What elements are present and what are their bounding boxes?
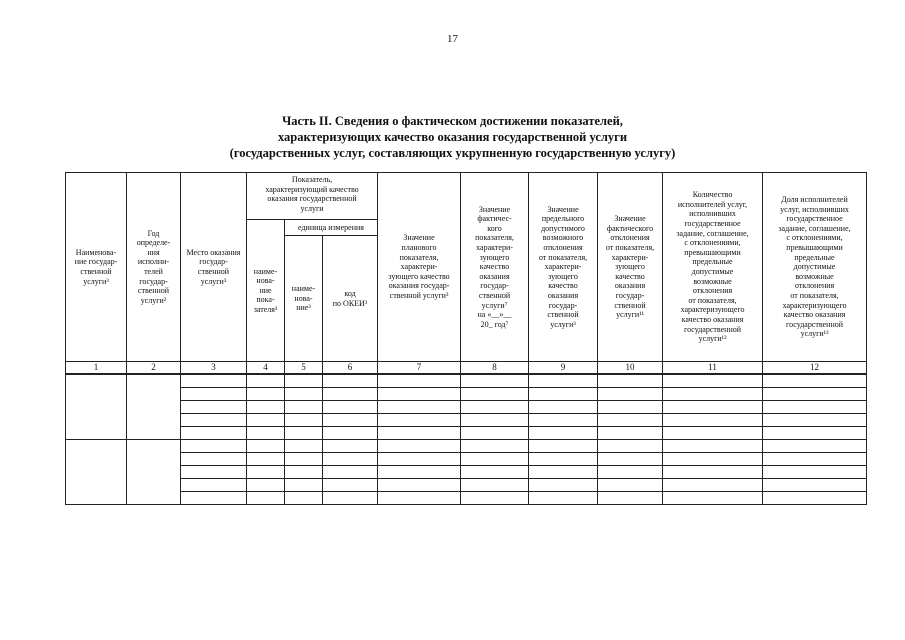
table-cell	[461, 492, 529, 505]
col-header-executors-share: Доля исполнителей услуг, исполнивших государственное задание, соглашение, с отклонениями, превышающими предельные допустимые возможные отклонения от показателя, характеризующего качество оказания государственной услуги¹³	[763, 173, 867, 362]
table-cell	[529, 374, 598, 388]
table-cell	[323, 440, 378, 453]
column-number: 5	[285, 362, 323, 375]
table-cell	[323, 388, 378, 401]
table-cell	[461, 453, 529, 466]
table-cell	[378, 374, 461, 388]
column-number: 8	[461, 362, 529, 375]
table-cell	[247, 427, 285, 440]
table-cell	[127, 374, 181, 440]
table-cell	[598, 466, 663, 479]
col-header-okei-code: код по ОКЕИ³	[323, 236, 378, 362]
table-cell	[663, 374, 763, 388]
table-row	[66, 479, 867, 492]
table-cell	[663, 388, 763, 401]
table-cell	[529, 479, 598, 492]
table-cell	[763, 374, 867, 388]
column-number: 7	[378, 362, 461, 375]
col-header-allowed-deviation: Значение предельного допустимого возможного отклонения от показателя, характери- зующего качество оказания государ- ственной услуги³	[529, 173, 598, 362]
table-cell	[529, 414, 598, 427]
table-cell	[598, 388, 663, 401]
table-cell	[323, 466, 378, 479]
table-cell	[598, 479, 663, 492]
table-cell	[247, 453, 285, 466]
table-cell	[181, 374, 247, 388]
column-number: 11	[663, 362, 763, 375]
table-cell	[598, 374, 663, 388]
table-cell	[663, 466, 763, 479]
table-cell	[323, 401, 378, 414]
table-cell	[285, 479, 323, 492]
table-cell	[247, 414, 285, 427]
indicators-table	[65, 172, 867, 505]
col-header-service-name: Наименова- ние государ- ственной услуги³	[66, 173, 127, 362]
table-cell	[461, 466, 529, 479]
table-cell	[598, 440, 663, 453]
table-cell	[763, 453, 867, 466]
table-cell	[763, 479, 867, 492]
table-cell	[323, 414, 378, 427]
col-header-year: Год определе- ния исполни- телей государ- ственной услуги²	[127, 173, 181, 362]
col-header-indicator-group: Показатель, характеризующий качество оказания государственной услуги	[247, 173, 378, 220]
table-row	[66, 374, 867, 388]
table-cell	[285, 440, 323, 453]
col-header-actual-value: Значение фактичес- кого показателя, характери- зующего качество оказания государ- ственной услуги⁷ на «__»__ 20_ год⁷	[461, 173, 529, 362]
table-cell	[598, 414, 663, 427]
table-cell	[378, 479, 461, 492]
table-cell	[763, 388, 867, 401]
table-cell	[285, 374, 323, 388]
table-cell	[763, 492, 867, 505]
column-number: 9	[529, 362, 598, 375]
table-row	[66, 466, 867, 479]
col-header-planned-value: Значение планового показателя, характери- зующего качество оказания государ- ственной услуги³	[378, 173, 461, 362]
col-header-executors-count: Количество исполнителей услуг, исполнивших государственное задание, соглашение, с отклонениями, превышающими предельные допустимые возможные отклонения от показателя, характеризующего качество оказания государственной услуги¹²	[663, 173, 763, 362]
table-cell	[378, 401, 461, 414]
column-number: 6	[323, 362, 378, 375]
table-row	[66, 388, 867, 401]
table-cell	[181, 492, 247, 505]
table-cell	[663, 440, 763, 453]
table-cell	[181, 466, 247, 479]
table-cell	[285, 492, 323, 505]
table-row	[66, 492, 867, 505]
table-cell	[378, 440, 461, 453]
table-cell	[247, 440, 285, 453]
column-number: 12	[763, 362, 867, 375]
table-cell	[663, 401, 763, 414]
table-cell	[598, 453, 663, 466]
table-cell	[598, 427, 663, 440]
table-cell	[378, 466, 461, 479]
table-cell	[323, 479, 378, 492]
table-cell	[378, 388, 461, 401]
column-number: 2	[127, 362, 181, 375]
table-cell	[378, 453, 461, 466]
table-cell	[763, 466, 867, 479]
title-line: характеризующих качество оказания государственной услуги	[277, 130, 628, 144]
table-cell	[181, 414, 247, 427]
table-cell	[598, 492, 663, 505]
table-cell	[529, 388, 598, 401]
table-cell	[663, 492, 763, 505]
col-header-actual-deviation: Значение фактического отклонения от показателя, характери- зующего качество оказания государ- ственной услуги¹¹	[598, 173, 663, 362]
table-cell	[247, 466, 285, 479]
table-cell	[529, 401, 598, 414]
table-cell	[285, 466, 323, 479]
table-cell	[763, 414, 867, 427]
table-cell	[66, 374, 127, 440]
table-cell	[663, 453, 763, 466]
table-cell	[461, 427, 529, 440]
table-row	[66, 401, 867, 414]
table-cell	[181, 427, 247, 440]
table-cell	[663, 427, 763, 440]
table-row	[66, 427, 867, 440]
column-number: 1	[66, 362, 127, 375]
table-cell	[461, 440, 529, 453]
table-cell	[323, 453, 378, 466]
table-cell	[181, 440, 247, 453]
table-row	[66, 414, 867, 427]
table-cell	[378, 492, 461, 505]
table-cell	[181, 453, 247, 466]
page-number: 17	[447, 33, 458, 45]
table-cell	[461, 388, 529, 401]
table-cell	[529, 453, 598, 466]
table-cell	[247, 388, 285, 401]
table-cell	[323, 427, 378, 440]
table-cell	[66, 440, 127, 505]
column-number: 4	[247, 362, 285, 375]
table-cell	[127, 440, 181, 505]
table-cell	[285, 453, 323, 466]
table-cell	[247, 492, 285, 505]
table-cell	[247, 401, 285, 414]
table-cell	[763, 401, 867, 414]
table-cell	[285, 427, 323, 440]
table-cell	[247, 479, 285, 492]
table-cell	[529, 427, 598, 440]
table-cell	[663, 479, 763, 492]
title-line: Часть II. Сведения о фактическом достижении показателей,	[282, 114, 623, 128]
column-number: 3	[181, 362, 247, 375]
table-row	[66, 440, 867, 453]
title-line: (государственных услуг, составляющих укрупненную государственную услугу)	[229, 146, 676, 160]
table-cell	[529, 466, 598, 479]
table-cell	[378, 427, 461, 440]
table-cell	[461, 374, 529, 388]
table-cell	[763, 440, 867, 453]
table-cell	[323, 374, 378, 388]
table-cell	[323, 492, 378, 505]
section-title	[0, 113, 905, 161]
column-number: 10	[598, 362, 663, 375]
table-cell	[529, 492, 598, 505]
col-header-indicator-name: наиме- нова- ние пока- зателя³	[247, 220, 285, 362]
table-cell	[598, 401, 663, 414]
table-cell	[663, 414, 763, 427]
table-cell	[285, 414, 323, 427]
table-row	[66, 453, 867, 466]
table-cell	[285, 401, 323, 414]
table-cell	[529, 440, 598, 453]
table-cell	[378, 414, 461, 427]
table-cell	[181, 479, 247, 492]
col-header-unit-group: единица измерения	[285, 220, 378, 236]
col-header-unit-name: наиме- нова- ние³	[285, 236, 323, 362]
table-cell	[181, 388, 247, 401]
col-header-place: Место оказания государ- ственной услуги³	[181, 173, 247, 362]
table-cell	[461, 401, 529, 414]
table-cell	[285, 388, 323, 401]
table-cell	[181, 401, 247, 414]
table-cell	[461, 414, 529, 427]
table-cell	[763, 427, 867, 440]
table-cell	[461, 479, 529, 492]
table-cell	[247, 374, 285, 388]
